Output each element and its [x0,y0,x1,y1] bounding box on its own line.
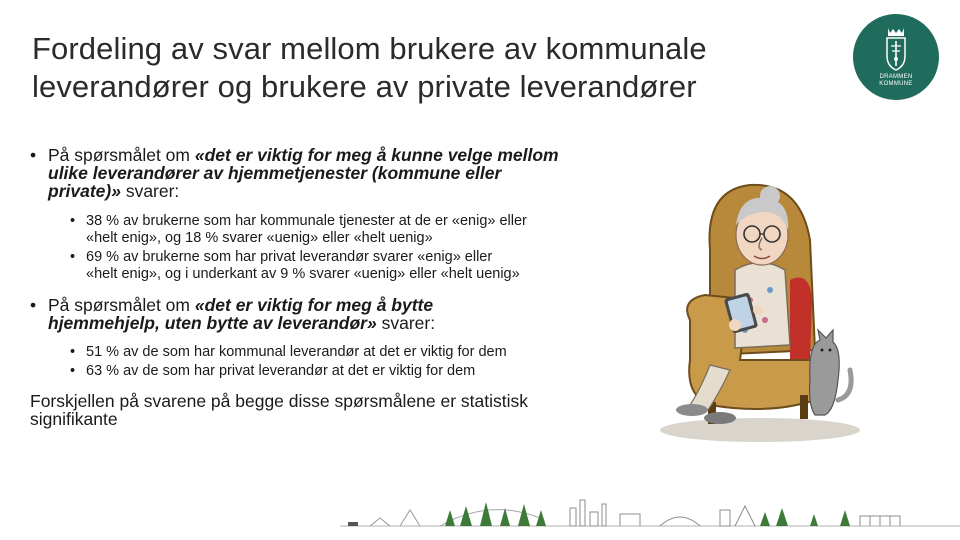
city-skyline-decoration [340,488,960,540]
sub-bullet-text: 38 % av brukerne som har kommunale tjenester at de er «enig» eller «helt enig», og 18 % svarer «uenig» eller «helt uenig» [86,213,527,246]
sub-bullet-marker: • [70,363,76,379]
sub-bullet-text: 69 % av brukerne som har privat leverandør svarer «enig» eller «helt enig», og i underkant av 9 % svarer «uenig» eller «helt uenig» [86,249,520,282]
bullet-marker: • [30,145,37,165]
elderly-woman-tablet-illustration [650,130,880,450]
bullet-1-sub-1 [30,213,556,247]
bullet-1-sub-2 [30,249,526,283]
bullet-1-prefix: På spørsmålet om [48,145,195,165]
slide-title: Fordeling av svar mellom brukere av kommunale leverandører og brukere av private leverandører [32,31,707,104]
logo-line-2: KOMMUNE [879,81,913,87]
slide-body [30,146,570,428]
bullet-2-sub-2 [30,363,566,380]
bullet-1-question: «det er viktig for meg å kunne velge mellom ulike leverandører av hjemmetjenester (kommune eller private)» [48,145,559,201]
bullet-2-sub-1 [30,344,566,361]
bullet-2 [30,296,548,332]
logo-line-1: DRAMMEN [879,74,913,80]
sub-bullet-text: 63 % av de som har privat leverandør at det er viktig for dem [86,363,476,379]
bullet-2-question: «det er viktig for meg å bytte hjemmehjelp, uten bytte av leverandør» [48,295,434,333]
sub-bullet-marker: • [70,213,76,229]
sub-bullet-text: 51 % av de som har kommunal leverandør at det er viktig for dem [86,344,507,360]
bullet-marker: • [30,295,37,315]
conclusion-text: Forskjellen på svarene på begge disse spørsmålene er statistisk signifikante [30,391,529,429]
bullet-2-prefix: På spørsmålet om [48,295,195,315]
bullet-1-suffix: svarer: [120,181,180,201]
bullet-1 [30,146,570,200]
bullet-2-suffix: svarer: [376,313,436,333]
sub-bullet-marker: • [70,249,76,265]
drammen-kommune-logo [853,14,939,100]
sub-bullet-marker: • [70,344,76,360]
